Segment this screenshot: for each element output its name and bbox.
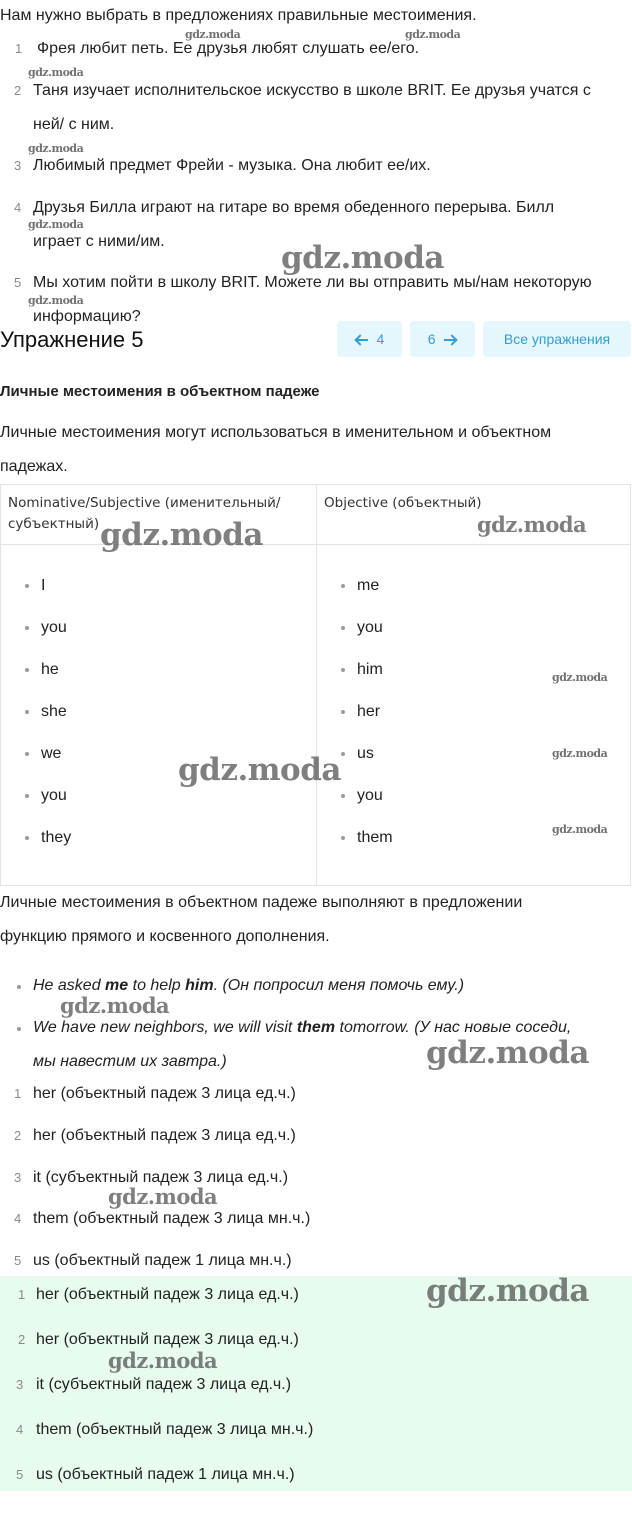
answer-number: 1 xyxy=(14,1086,22,1101)
watermark: gdz.moda xyxy=(477,512,587,537)
arrow-left-icon xyxy=(355,335,369,345)
table-divider xyxy=(1,544,630,545)
section-heading: Личные местоимения в объектном падеже xyxy=(0,383,320,400)
answer-text: her (объектный падеж 3 лица ед.ч.) xyxy=(36,1331,299,1348)
answer-text: it (субъектный падеж 3 лица ед.ч.) xyxy=(36,1376,292,1393)
example-part: . (Он попросил меня помочь ему.) xyxy=(213,977,465,994)
example-highlight: me xyxy=(105,977,129,994)
answer-number: 2 xyxy=(14,1128,22,1143)
task-item-number: 5 xyxy=(14,275,22,290)
bullet xyxy=(25,836,29,840)
answer-text: us (объектный падеж 1 лица мн.ч.) xyxy=(33,1252,292,1269)
bullet xyxy=(341,584,345,588)
list-item: she xyxy=(41,703,67,720)
answer-number: 3 xyxy=(14,1170,22,1185)
task-item-text: Мы хотим пойти в школу BRIT. Можете ли вы отправить мы/нам некоторую xyxy=(33,274,592,291)
prev-exercise-label: 4 xyxy=(376,331,385,347)
list-item: you xyxy=(357,619,383,636)
list-item: he xyxy=(41,661,59,678)
header-line: Nominative/Subjective (именительный/ xyxy=(8,495,281,511)
watermark: gdz.moda xyxy=(108,1348,218,1373)
bullet xyxy=(341,836,345,840)
next-exercise-button[interactable] xyxy=(410,321,475,357)
answer-number: 4 xyxy=(16,1422,24,1437)
example-part: tomorrow. (У нас новые соседи, xyxy=(335,1019,572,1036)
bullet xyxy=(17,1027,21,1031)
watermark: gdz.moda xyxy=(426,1035,589,1071)
task-item-text: Любимый предмет Фрейи - музыка. Она любит ее/их. xyxy=(33,157,431,174)
paragraph-line: функцию прямого и косвенного дополнения. xyxy=(0,928,330,945)
example-highlight: him xyxy=(185,977,214,994)
task-item-text: Фрея любит петь. Ее друзья любят слушать ее/его. xyxy=(37,40,420,57)
answer-text: us (объектный падеж 1 лица мн.ч.) xyxy=(36,1466,295,1483)
example-part: We have new neighbors, we will visit xyxy=(33,1019,297,1036)
task-item-number: 1 xyxy=(15,41,23,56)
bullet xyxy=(25,584,29,588)
example-part: to help xyxy=(128,977,186,994)
bullet xyxy=(25,710,29,714)
answer-number: 4 xyxy=(14,1211,22,1226)
watermark: gdz.moda xyxy=(28,142,84,155)
list-item: you xyxy=(41,787,67,804)
example-highlight: them xyxy=(296,1019,336,1036)
arrow-right-icon xyxy=(443,335,457,345)
task-item-text: Друзья Билла играют на гитаре во время обеденного перерыва. Билл xyxy=(33,199,555,216)
task-item-text: играет с ними/им. xyxy=(33,233,165,250)
answer-number: 3 xyxy=(16,1377,24,1392)
answer-text: her (объектный падеж 3 лица ед.ч.) xyxy=(33,1127,296,1144)
watermark: gdz.moda xyxy=(281,240,444,276)
list-item: they xyxy=(41,829,72,846)
answer-number: 5 xyxy=(14,1253,22,1268)
answer-number: 5 xyxy=(16,1467,24,1482)
list-item: you xyxy=(357,787,383,804)
bullet xyxy=(341,794,345,798)
task-item-text: ней/ с ним. xyxy=(33,116,115,133)
watermark: gdz.moda xyxy=(552,823,608,836)
header-line: субъектный) xyxy=(8,516,100,532)
answer-number: 2 xyxy=(18,1332,26,1347)
task-intro: Нам нужно выбрать в предложениях правильные местоимения. xyxy=(0,7,477,24)
watermark: gdz.moda xyxy=(552,747,608,760)
watermark: gdz.moda xyxy=(108,1184,218,1209)
watermark: gdz.moda xyxy=(60,993,170,1018)
watermark: gdz.moda xyxy=(100,517,263,553)
example-sentence-line: мы навестим их завтра.) xyxy=(33,1053,227,1070)
answer-number: 1 xyxy=(18,1287,26,1302)
bullet xyxy=(341,668,345,672)
list-item: I xyxy=(41,577,46,594)
answer-text: her (объектный падеж 3 лица ед.ч.) xyxy=(33,1085,296,1102)
task-item-number: 2 xyxy=(14,83,22,98)
header-line: Objective (объектный) xyxy=(324,495,482,511)
paragraph-line: Личные местоимения в объектном падеже выполняют в предложении xyxy=(0,894,523,911)
answer-text: it (субъектный падеж 3 лица ед.ч.) xyxy=(33,1169,289,1186)
watermark: gdz.moda xyxy=(28,66,84,79)
list-item: we xyxy=(41,745,62,762)
bullet xyxy=(25,668,29,672)
watermark: gdz.moda xyxy=(28,218,84,231)
pronoun-table xyxy=(0,484,631,886)
watermark: gdz.moda xyxy=(426,1273,589,1309)
exercise-title: Упражнение 5 xyxy=(0,327,144,352)
task-item-number: 3 xyxy=(14,158,22,173)
all-exercises-button[interactable]: Все упражнения xyxy=(483,321,631,357)
watermark: gdz.moda xyxy=(178,752,341,788)
bullet xyxy=(17,985,21,989)
table-divider xyxy=(316,485,317,885)
task-item-number: 4 xyxy=(14,200,22,215)
watermark: gdz.moda xyxy=(552,671,608,684)
task-item-text: Таня изучает исполнительское искусство в школе BRIT. Ее друзья учатся с xyxy=(33,82,591,99)
bullet xyxy=(25,794,29,798)
prev-exercise-button[interactable] xyxy=(337,321,402,357)
bullet xyxy=(341,752,345,756)
table-header-objective xyxy=(324,493,482,514)
list-item: them xyxy=(357,829,393,846)
answer-text: them (объектный падеж 3 лица мн.ч.) xyxy=(33,1210,311,1227)
list-item: him xyxy=(357,661,383,678)
bullet xyxy=(25,752,29,756)
paragraph-line: Личные местоимения могут использоваться в именительном и объектном xyxy=(0,424,552,441)
watermark: gdz.moda xyxy=(185,28,241,41)
example-part: He asked xyxy=(33,977,106,994)
watermark: gdz.moda xyxy=(28,294,84,307)
answer-text: her (объектный падеж 3 лица ед.ч.) xyxy=(36,1286,299,1303)
list-item: you xyxy=(41,619,67,636)
next-exercise-label: 6 xyxy=(427,331,436,347)
list-item: me xyxy=(357,577,380,594)
watermark: gdz.moda xyxy=(405,28,461,41)
list-item: her xyxy=(357,703,381,720)
answer-text: them (объектный падеж 3 лица мн.ч.) xyxy=(36,1421,314,1438)
task-item-text: информацию? xyxy=(33,308,141,325)
paragraph-line: падежах. xyxy=(0,458,68,475)
list-item: us xyxy=(357,745,374,762)
bullet xyxy=(341,626,345,630)
bullet xyxy=(25,626,29,630)
bullet xyxy=(341,710,345,714)
